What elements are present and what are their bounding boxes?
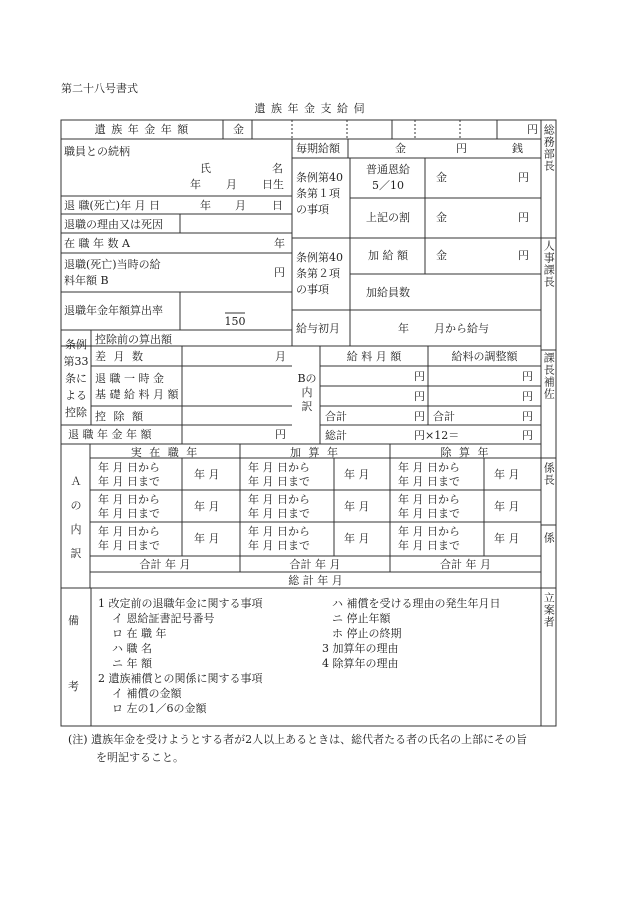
jorei2-label: 条例第40条第２項の事項 [296,251,343,296]
biko-left-item: ニ 年 額 [112,657,152,670]
a-from-0-1: 年 月 日から [248,461,310,474]
kacho-hosa-label: 課長補佐 [542,352,556,400]
rituansha-label: 立案者 [542,592,556,628]
kakari-label: 係 [542,532,556,544]
futsu-label-1: 普通恩給 [366,163,410,176]
a-from-0-0: 年 月 日から [98,461,160,474]
jozan-goukei: 合計 年 月 [440,558,491,571]
soukei-en: 円 [522,429,533,442]
maiki-sen: 銭 [512,142,523,155]
birth-hi: 日生 [262,178,284,191]
riyuu-label: 退職の理由又は死因 [64,218,163,231]
b-uchiwake-label: Bの内訳 [297,372,317,413]
kakaricho-label: 係長 [542,462,556,486]
form-number: 第二十八号書式 [61,82,138,95]
nenkin-gaku-unit: 円 [275,428,286,441]
maiki-label: 毎期給額 [296,142,340,155]
nenkin-gaku-label: 退 職 年 金 年 額 [68,428,152,441]
birth-nen: 年 [190,178,201,191]
note-line-1: (注) 遺族年金を受けようとする者が2人以上あるときは、総代者たる者の氏名の上部にその旨 [68,733,528,746]
a-nengetsu-0-2: 年 月 [494,468,520,481]
kojo-label: 控 除 額 [95,410,145,423]
maiki-en: 円 [456,142,467,155]
biko-left-item: イ 補償の金額 [112,687,182,700]
a-to-1-2: 年 月 日まで [398,507,460,520]
ichiji-label-2: 基 礎 給 料 月 額 [95,388,179,401]
a-from-1-0: 年 月 日から [98,493,160,506]
a-to-1-1: 年 月 日まで [248,507,310,520]
b-row2-en-b: 円 [522,390,533,403]
a-to-0-1: 年 月 日まで [248,475,310,488]
goukei-a-en: 円 [414,410,425,423]
biko-right-item: 4 除算年の理由 [322,657,399,670]
shoki-nen: 年 [398,322,409,335]
goukei-a-label: 合計 [325,410,347,423]
nenkin-nengaku-label: 遺 族 年 金 年 額 [94,123,190,136]
ichiji-label-1: 退 職 一 時 金 [95,372,164,385]
futsu-en: 円 [518,171,529,184]
ritsu-label: 退職年金年額算出率 [64,304,163,317]
uji-label: 氏 [200,162,211,175]
shoki-label: 給与初月 [296,322,340,335]
kyuryo-label-2: 料年額 B [64,274,109,287]
biko-left-item: ロ 左の1／6の金額 [112,702,207,715]
biko-right-item: ハ 補償を受ける理由の発生年月日 [332,597,501,610]
note-line-2: を明記すること。 [96,751,184,764]
a-to-1-0: 年 月 日まで [98,507,160,520]
taishoku-date-label: 退 職(死亡)年 月 日 [64,199,161,212]
kyuryo-label-1: 退職(死亡)当時の給 [64,258,161,271]
kyuryo-unit: 円 [274,266,285,279]
a-soukei: 総 計 年 月 [288,574,343,587]
sagetsu-label: 差 月 数 [95,350,145,363]
td-nen: 年 [200,199,211,212]
joso-label: 条例第33条による控除 [63,338,89,419]
kakyu-label: 加 給 額 [368,249,408,262]
biko-right-item: ニ 停止年額 [332,612,391,625]
joki-label: 上記の割 [366,211,410,224]
a-nengetsu-2-1: 年 月 [344,532,370,545]
b-row2-en-a: 円 [414,390,425,403]
a-nengetsu-2-2: 年 月 [494,532,520,545]
joki-en: 円 [518,211,529,224]
kasan-goukei: 合計 年 月 [289,558,341,571]
page-title: 遺 族 年 金 支 給 伺 [254,102,366,115]
goukei-b-label: 合計 [433,410,455,423]
b-row1-en-b: 円 [522,370,533,383]
ritsu-denominator: 150 [224,315,246,328]
a-nengetsu-0-1: 年 月 [344,468,370,481]
kojo-mae-label: 控除前の算出額 [95,333,172,346]
kyuryo-getsu-label: 給 料 月 額 [346,350,402,363]
futsu-label-2: 5／10 [372,179,404,192]
biko-right-item: 3 加算年の理由 [322,642,399,655]
a-nengetsu-1-2: 年 月 [494,500,520,513]
zaishoku-unit: 年 [274,237,285,250]
jitsu-goukei: 合計 年 月 [139,558,191,571]
kasan-header: 加 算 年 [290,446,340,459]
biko-label-2: 考 [68,680,79,693]
sagetsu-unit: 月 [275,350,286,363]
biko-label-1: 備 [68,614,79,627]
a-from-1-2: 年 月 日から [398,493,460,506]
a-nengetsu-0-0: 年 月 [194,468,220,481]
a-from-2-0: 年 月 日から [98,525,160,538]
jorei1-label: 条例第40条第１項の事項 [296,171,343,216]
a-to-2-0: 年 月 日まで [98,539,160,552]
kakyu-kin: 金 [436,249,447,262]
goukei-b-en: 円 [522,410,533,423]
a-to-0-0: 年 月 日まで [98,475,160,488]
a-to-2-2: 年 月 日まで [398,539,460,552]
shoki-from: 月から給与 [434,322,489,335]
biko-left-item: イ 恩給証書記号番号 [112,612,215,625]
relation-label: 職員との続柄 [64,145,130,158]
a-from-2-2: 年 月 日から [398,525,460,538]
b-row1-en-a: 円 [414,370,425,383]
kakyu-en: 円 [518,249,529,262]
a-nengetsu-2-0: 年 月 [194,532,220,545]
biko-left-item: ハ 職 名 [112,642,152,655]
jitsu-header: 実 在 職 年 [130,446,200,459]
biko-left-item: 1 改定前の退職年金に関する事項 [98,597,263,610]
jinji-kacho-label: 人事課長 [542,240,556,288]
somu-bucho-label: 総務部長 [542,124,556,172]
kin-label: 金 [233,123,244,136]
mei-label: 名 [272,162,283,175]
chosei-label: 給料の調整額 [451,350,518,363]
biko-right-item: ホ 停止の終期 [332,627,402,640]
zaishoku-label: 在 職 年 数 A [64,237,130,250]
futsu-kin: 金 [436,171,447,184]
biko-left-item: 2 遺族補償との関係に関する事項 [98,672,263,685]
soukei-label: 総計 [325,429,347,442]
td-tsuki: 月 [235,199,246,212]
maiki-kin: 金 [395,142,406,155]
biko-left-item: ロ 在 職 年 [112,627,167,640]
a-nengetsu-1-0: 年 月 [194,500,220,513]
jozan-header: 除 算 年 [440,446,491,459]
x12-label: 円×12＝ [414,429,460,442]
yen-label: 円 [527,123,538,136]
joki-kin: 金 [436,211,447,224]
a-from-1-1: 年 月 日から [248,493,310,506]
a-nengetsu-1-1: 年 月 [344,500,370,513]
a-from-2-1: 年 月 日から [248,525,310,538]
a-to-2-1: 年 月 日まで [248,539,310,552]
td-hi: 日 [272,199,283,212]
a-to-0-2: 年 月 日まで [398,475,460,488]
kakyu-in-label: 加給員数 [366,286,410,299]
birth-tsuki: 月 [226,178,237,191]
a-uchiwake-label: Ａの内訳 [70,475,82,560]
a-from-0-2: 年 月 日から [398,461,460,474]
